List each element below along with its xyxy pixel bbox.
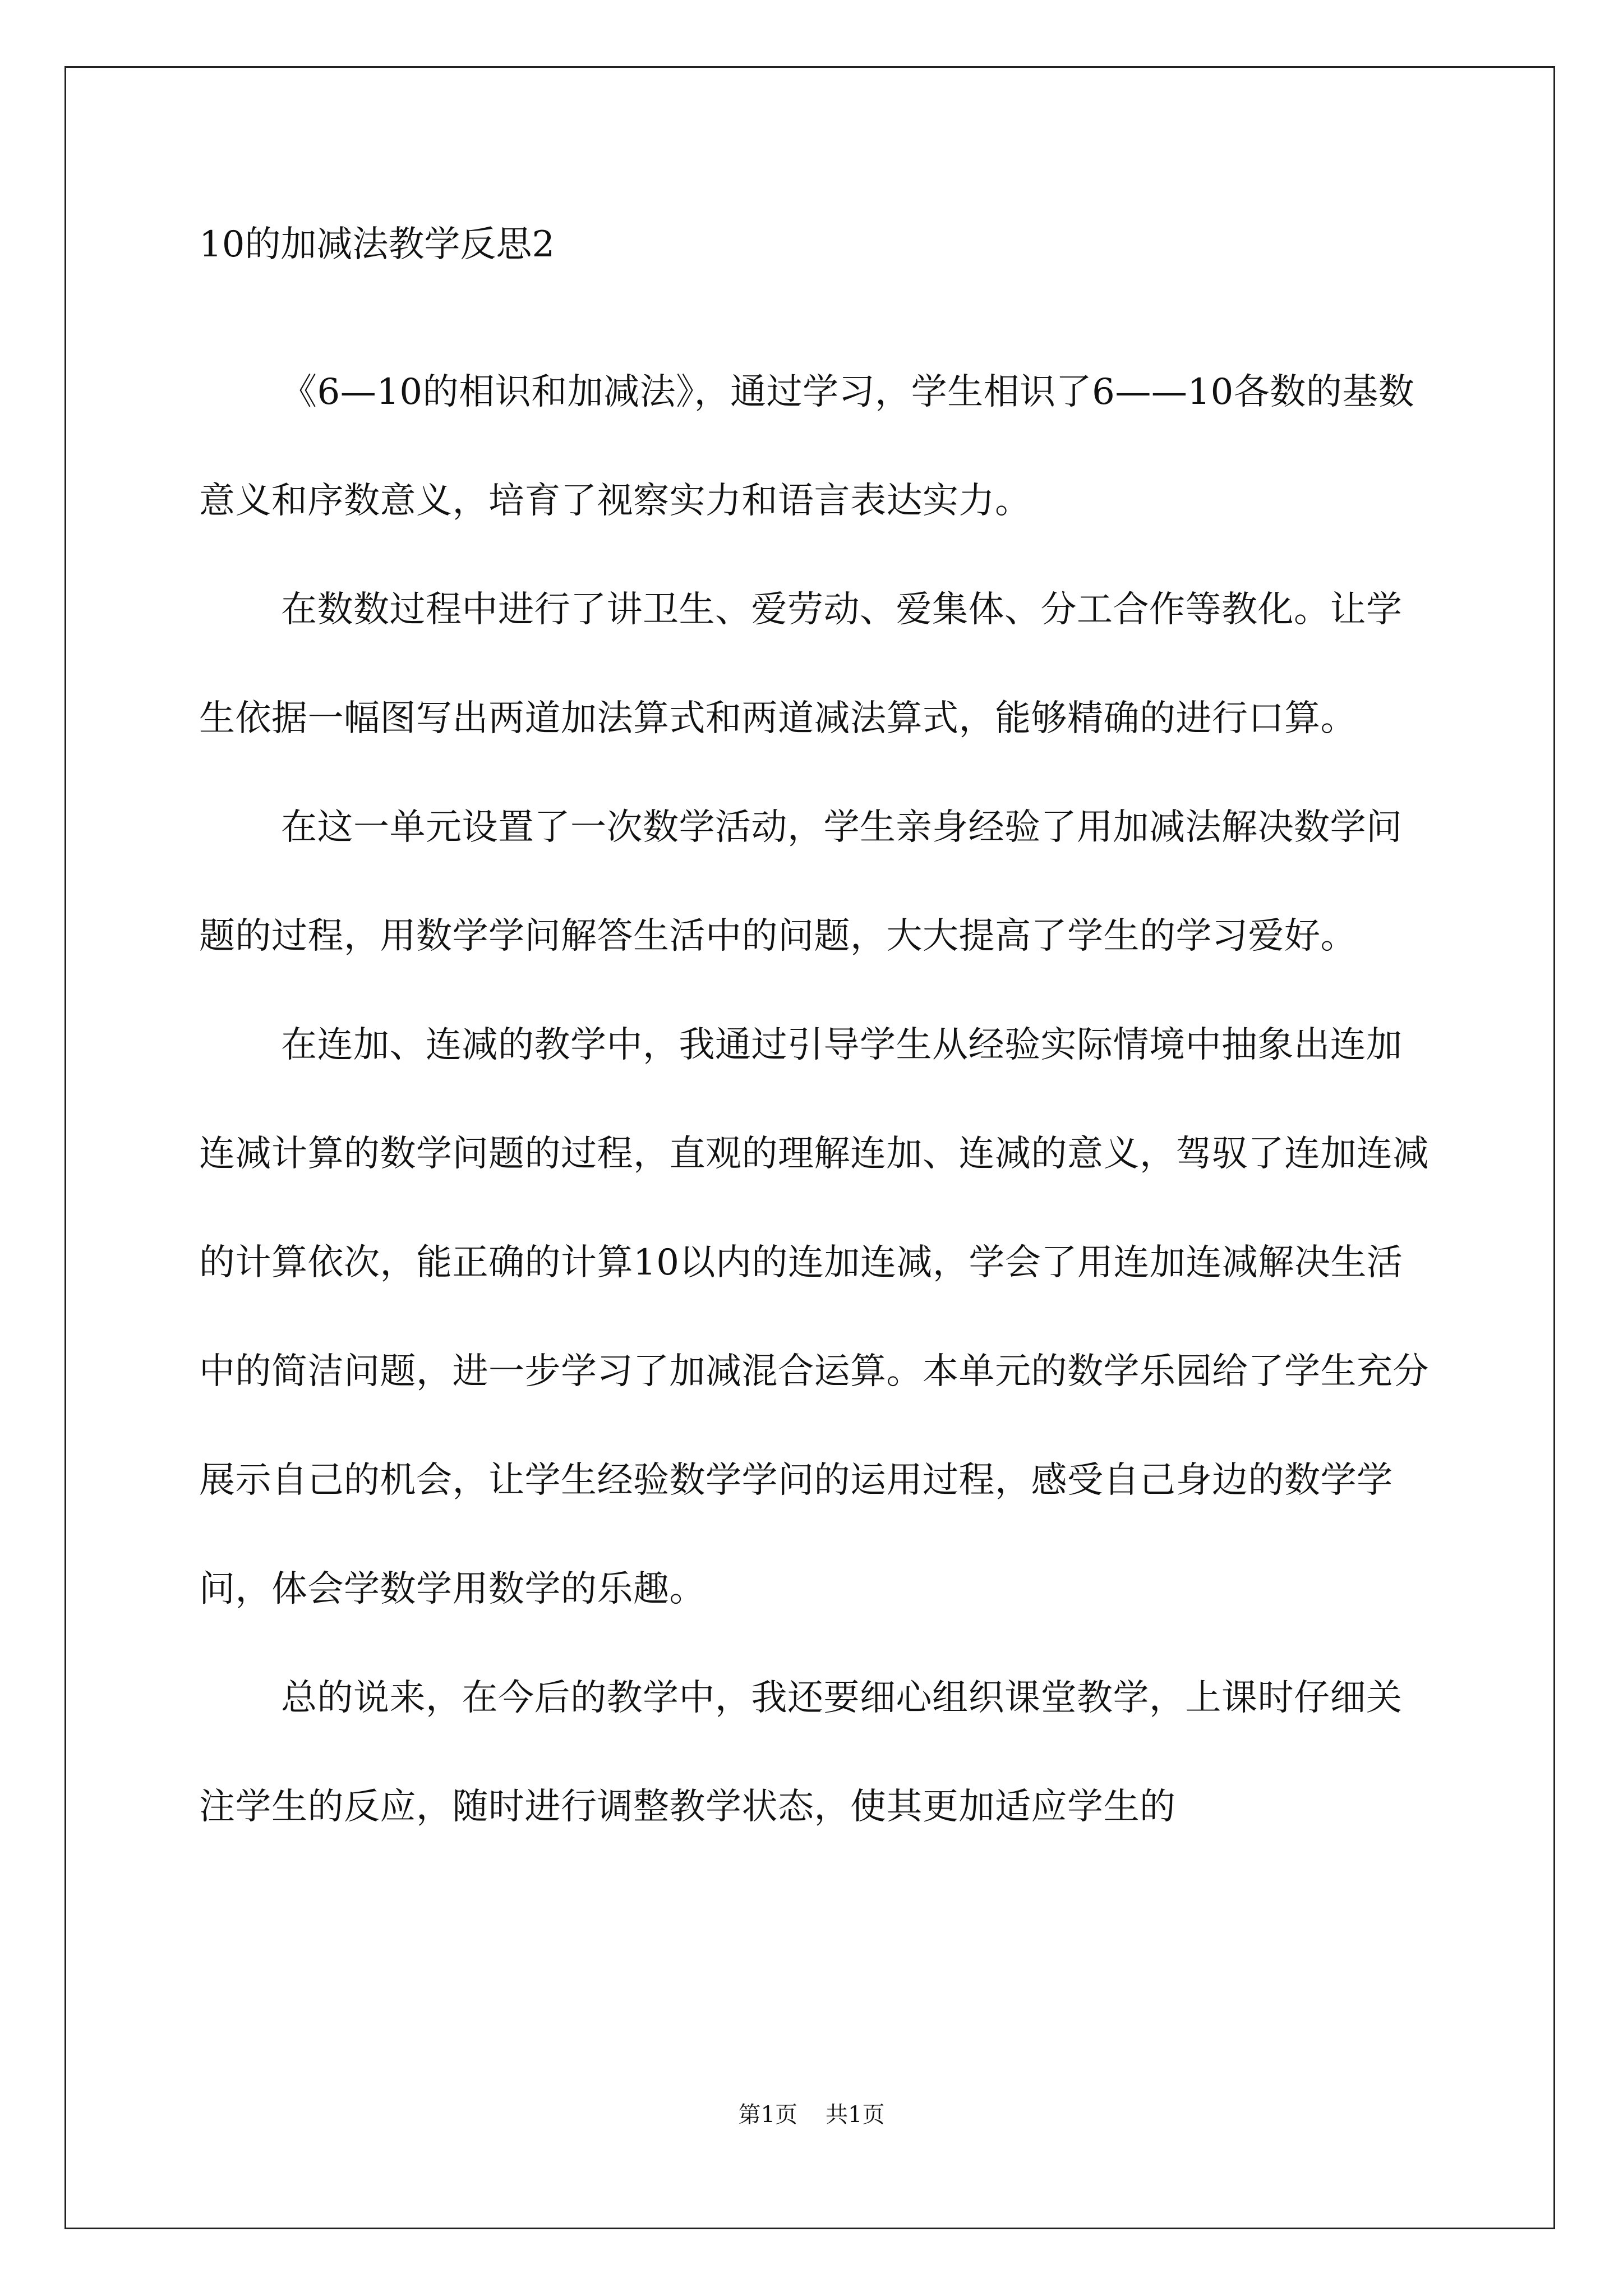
page-total: 共1页: [826, 2102, 885, 2128]
paragraph-2: 在数数过程中进行了讲卫生、爱劳动、爱集体、分工合作等教化。让学生依据一幅图写出两道加法算式和两道减法算式，能够精确的进行口算。: [199, 589, 1403, 739]
paragraph-5: 总的说来，在今后的教学中，我还要细心组织课堂教学，上课时仔细关注学生的反应，随时进行调整教学状态，使其更加适应学生的: [199, 1677, 1403, 1828]
paragraph-1: 《6—10的相识和加减法》，通过学习，学生相识了6——10各数的基数意义和序数意义，培育了视察实力和语言表达实力。: [199, 371, 1415, 522]
paragraph-4: 在连加、连减的教学中，我通过引导学生从经验实际情境中抽象出连加连减计算的数学问题的过程，直观的理解连加、连减的意义，驾驭了连加连减的计算依次，能正确的计算10以内的连加连减，学会了用连加连减解决生活中的简洁问题，进一步学习了加减混合运算。本单元的数学乐园给了学生充分展示自己的机会，让学生经验数学学问的运用过程，感受自己身边的数学学问，体会学数学用数学的乐趣。: [199, 1024, 1429, 1610]
paragraph-3: 在这一单元设置了一次数学活动，学生亲身经验了用加减法解决数学问题的过程，用数学学问解答生活中的问题，大大提高了学生的学习爱好。: [199, 807, 1403, 957]
page-footer: [0, 2101, 1623, 2129]
page-number: 第1页: [738, 2102, 797, 2128]
document-body: [199, 222, 1433, 1861]
document-title: 10的加减法教学反思2: [199, 224, 555, 265]
